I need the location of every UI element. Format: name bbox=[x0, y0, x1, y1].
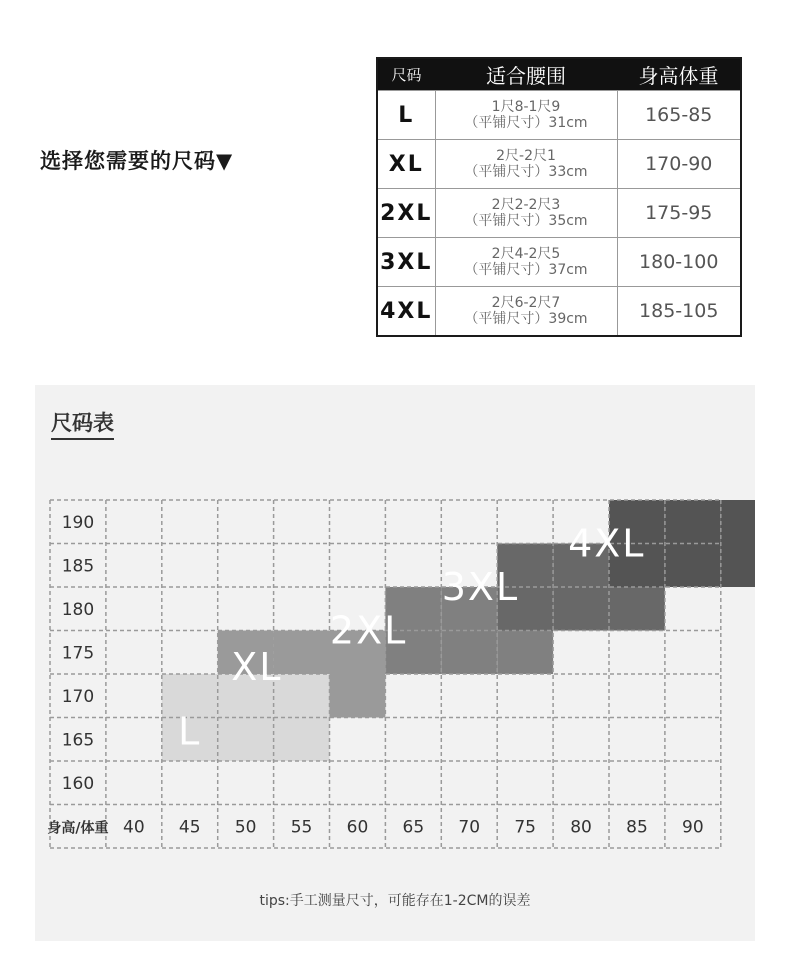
size-region-label: 3XL bbox=[441, 565, 520, 609]
size-chart bbox=[35, 385, 755, 885]
size-chart-panel bbox=[35, 385, 755, 941]
waist-flat: （平铺尺寸）39cm bbox=[464, 311, 588, 327]
waist-flat: （平铺尺寸）31cm bbox=[464, 115, 588, 131]
y-tick-label: 170 bbox=[61, 686, 95, 707]
y-tick-label: 185 bbox=[61, 556, 95, 577]
x-tick-label: 75 bbox=[514, 817, 536, 838]
header-size: 尺码 bbox=[377, 58, 435, 91]
size-row bbox=[377, 238, 741, 287]
y-tick-label: 160 bbox=[61, 773, 95, 794]
waist-cell bbox=[435, 91, 617, 140]
size-region-cell bbox=[609, 587, 665, 631]
waist-flat: （平铺尺寸）35cm bbox=[464, 213, 588, 229]
height-weight-cell: 175-95 bbox=[617, 189, 741, 238]
header-height-weight: 身高体重 bbox=[617, 58, 741, 91]
y-tick-label: 175 bbox=[61, 643, 95, 664]
x-tick-label: 45 bbox=[178, 817, 201, 838]
x-tick-label: 85 bbox=[626, 817, 648, 838]
x-axis-label: 身高/体重 bbox=[47, 820, 109, 837]
x-tick-label: 70 bbox=[458, 817, 481, 838]
waist-cell bbox=[435, 238, 617, 287]
tips-note: tips:手工测量尺寸，可能存在1-2CM的误差 bbox=[259, 893, 531, 909]
y-tick-label: 165 bbox=[61, 730, 95, 751]
waist-cell bbox=[435, 287, 617, 337]
waist-range: 1尺8-1尺9 bbox=[491, 99, 561, 115]
x-tick-label: 60 bbox=[346, 817, 369, 838]
size-table bbox=[376, 57, 742, 337]
size-cell: L bbox=[377, 91, 435, 140]
size-cell: 2XL bbox=[377, 189, 435, 238]
size-region-cell bbox=[553, 587, 609, 631]
x-tick-label: 65 bbox=[402, 817, 425, 838]
size-region-label: L bbox=[178, 709, 202, 754]
size-cell: 3XL bbox=[377, 238, 435, 287]
size-cell: 4XL bbox=[377, 287, 435, 337]
x-tick-label: 40 bbox=[123, 817, 145, 838]
size-region-label: XL bbox=[231, 645, 283, 690]
size-region-cell bbox=[274, 718, 330, 762]
x-tick-label: 55 bbox=[290, 817, 313, 838]
size-region-label: 4XL bbox=[568, 521, 646, 566]
size-region-cell bbox=[218, 718, 274, 762]
x-tick-label: 90 bbox=[682, 817, 704, 838]
chart-title: 尺码表 bbox=[51, 407, 114, 440]
size-row bbox=[377, 287, 741, 337]
height-weight-cell: 180-100 bbox=[617, 238, 741, 287]
size-row bbox=[377, 91, 741, 140]
size-cell: XL bbox=[377, 140, 435, 189]
waist-cell bbox=[435, 140, 617, 189]
height-weight-cell: 165-85 bbox=[617, 91, 741, 140]
size-prompt: 选择您需要的尺码▼ bbox=[40, 149, 234, 173]
size-region-cell bbox=[497, 631, 553, 675]
waist-range: 2尺-2尺1 bbox=[496, 148, 556, 164]
waist-flat: （平铺尺寸）33cm bbox=[464, 164, 588, 180]
size-region-cell bbox=[665, 544, 721, 588]
size-region-cell bbox=[441, 631, 497, 675]
waist-range: 2尺2-2尺3 bbox=[491, 197, 561, 213]
size-row bbox=[377, 140, 741, 189]
size-region-cell bbox=[665, 500, 721, 544]
size-region-label: 2XL bbox=[329, 608, 408, 653]
waist-flat: （平铺尺寸）37cm bbox=[464, 262, 588, 278]
y-tick-label: 190 bbox=[61, 512, 95, 533]
header-waist: 适合腰围 bbox=[435, 58, 617, 91]
waist-cell bbox=[435, 189, 617, 238]
y-tick-label: 180 bbox=[61, 599, 95, 620]
height-weight-cell: 185-105 bbox=[617, 287, 741, 337]
waist-range: 2尺4-2尺5 bbox=[491, 246, 561, 262]
height-weight-cell: 170-90 bbox=[617, 140, 741, 189]
size-region-cell bbox=[330, 674, 386, 718]
size-row bbox=[377, 189, 741, 238]
size-region-cell bbox=[721, 544, 755, 588]
x-tick-label: 80 bbox=[570, 817, 592, 838]
size-table-header bbox=[377, 58, 741, 91]
x-tick-label: 50 bbox=[234, 817, 257, 838]
waist-range: 2尺6-2尺7 bbox=[491, 295, 561, 311]
size-region-cell bbox=[721, 500, 755, 544]
